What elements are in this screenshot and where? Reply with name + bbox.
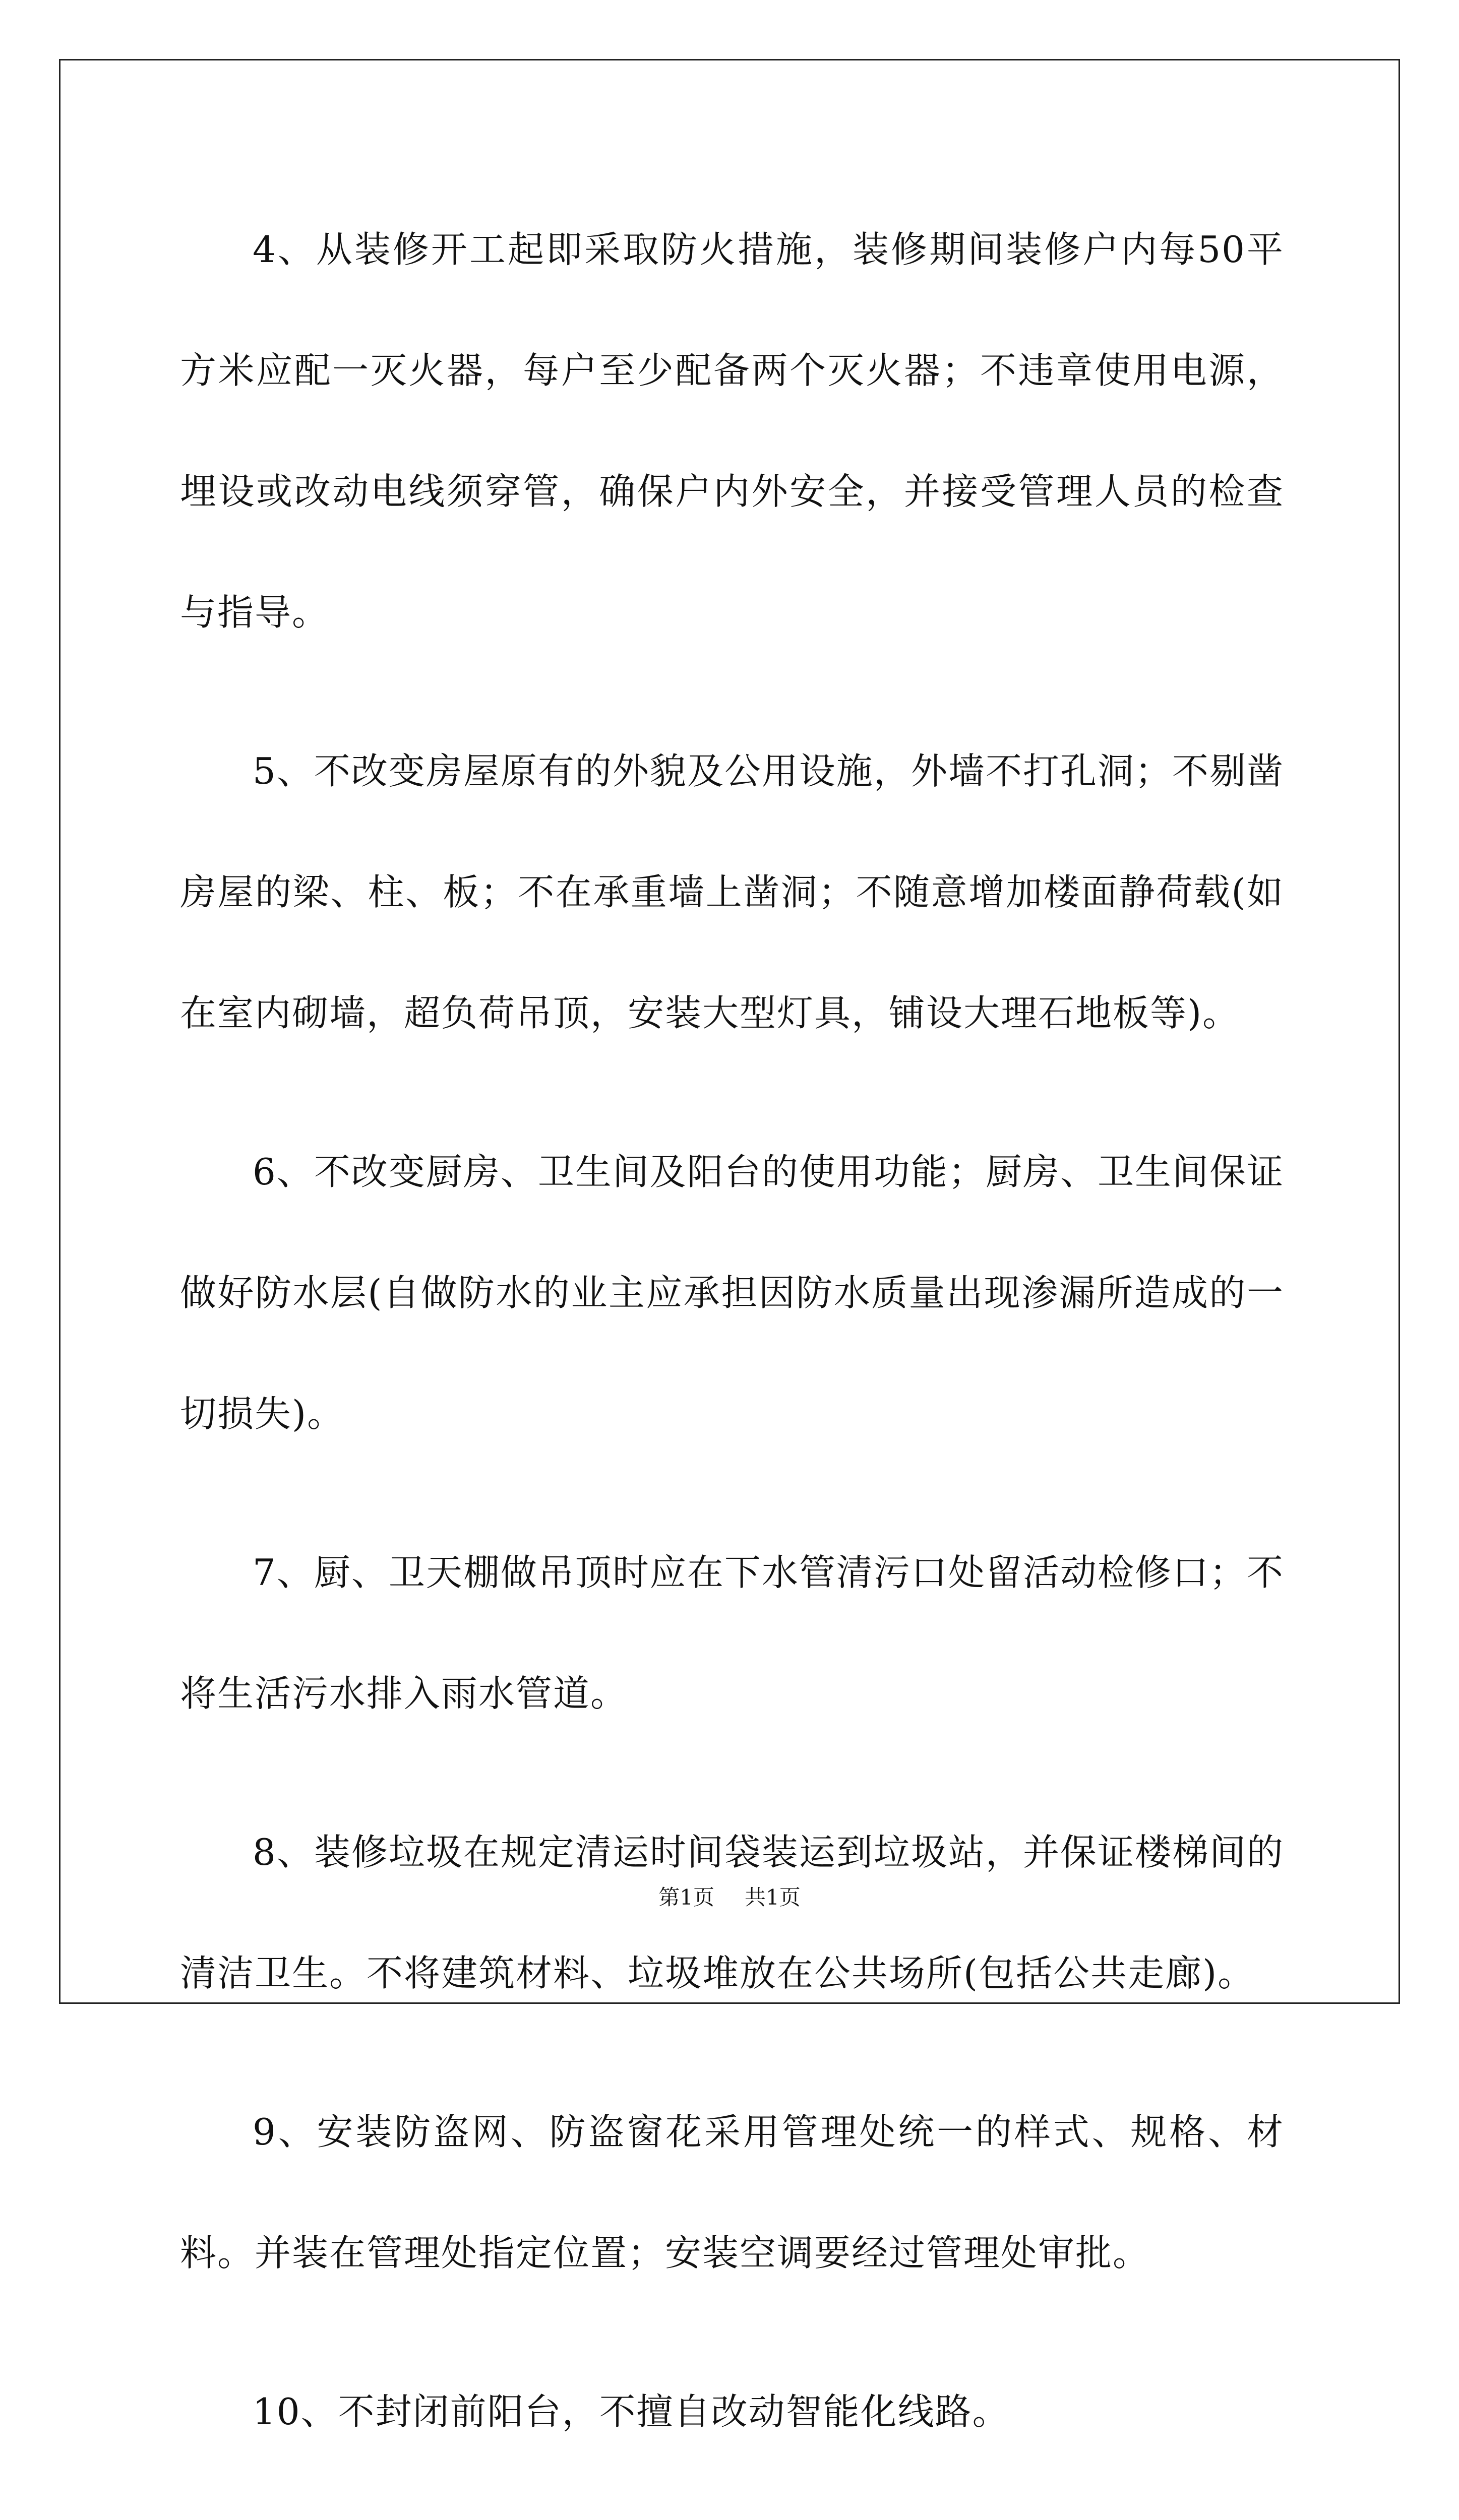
paragraph-item-8: 8、装修垃圾在规定清运时间袋装运到垃圾站，并保证楼梯间的清洁卫生。不将建筑材料、垃圾堆放在公共场所(包括公共走廊)。 bbox=[180, 1831, 1284, 1994]
paragraph-item-11 bbox=[180, 2510, 1284, 2520]
paragraph-item-5: 5、不改变房屋原有的外貌及公用设施，外墙不打孔洞；不剔凿房屋的梁、柱、板；不在承重墙上凿洞；不随意增加楼面静荷载(如在室内砌墙，超负荷吊顶，安装大型灯具，铺设大理石地板等)。 bbox=[180, 750, 1284, 1034]
page-footer bbox=[0, 1882, 1459, 1913]
paragraph-item-10: 10、不封闭前阳台，不擅自改动智能化线路。 bbox=[253, 2390, 1010, 2433]
document-body bbox=[180, 189, 1284, 2520]
paragraph-item-6: 6、不改变厨房、卫生间及阳台的使用功能；厨房、卫生间保证做好防水层(自做防水的业主应承担因防水质量出现渗漏所造成的一切损失)。 bbox=[180, 1151, 1284, 1435]
paragraph-item-7: 7、厨、卫天棚做吊顶时应在下水管清污口处留活动检修口；不将生活污水排入雨水管道。 bbox=[180, 1551, 1284, 1715]
paragraph-item-9: 9、安装防盗网、防盗窗花采用管理处统一的样式、规格、材料。并装在管理处指定位置；安装空调要经过管理处审批。 bbox=[180, 2111, 1284, 2274]
paragraph-item-4: 4、从装修开工起即采取防火措施，装修期间装修户内每50平方米应配一灭火器，每户至少配备两个灭火器；不违章使用电源，埋设或改动电线须穿管，确保户内外安全，并接受管理人员的检查与指导。 bbox=[180, 228, 1284, 634]
page-number-total: 共1页 bbox=[745, 1885, 801, 1910]
page-number-current: 第1页 bbox=[658, 1885, 714, 1910]
